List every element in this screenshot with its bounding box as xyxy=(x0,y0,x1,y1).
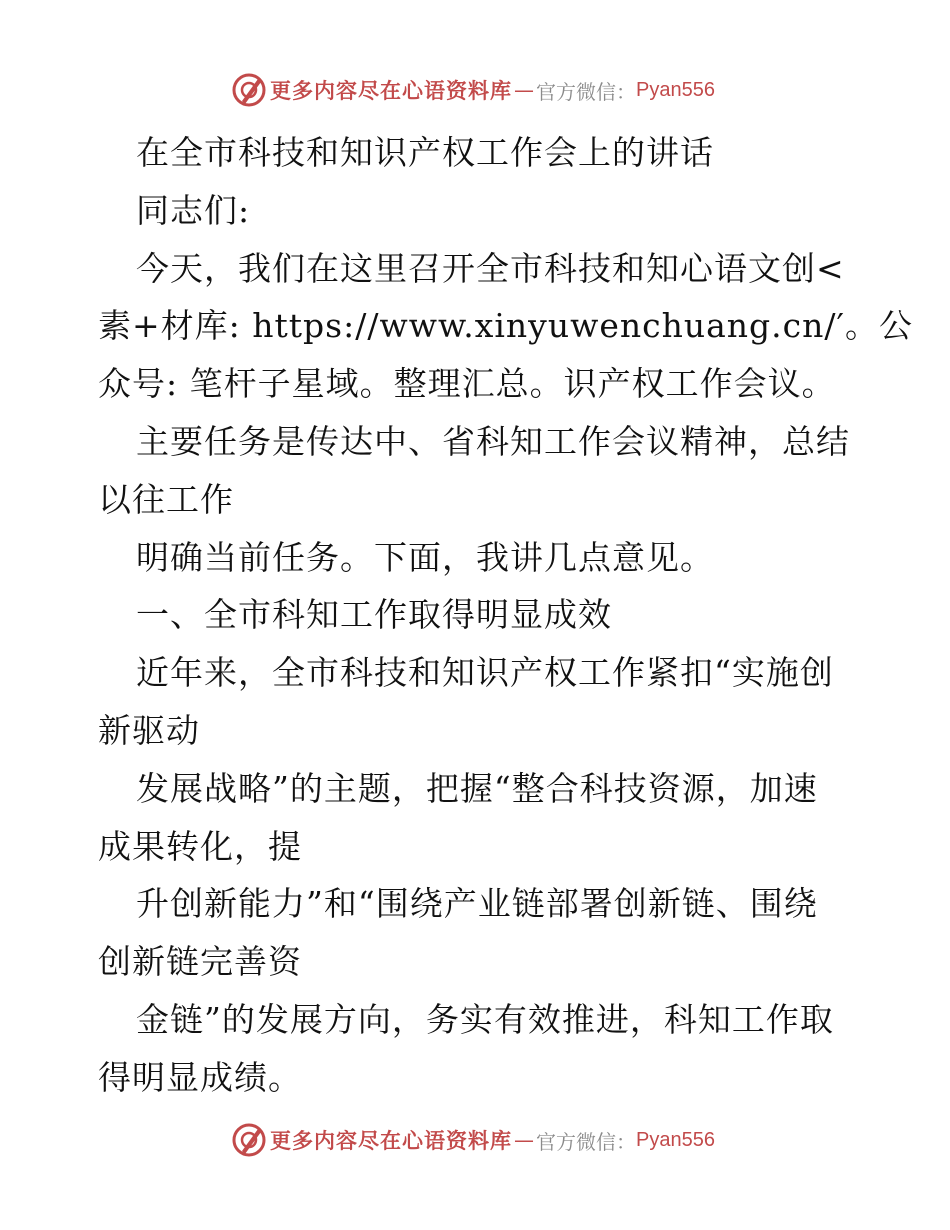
paragraph-line: 素+材库: https://www.xinyuwenchuang.cn/′。公 xyxy=(98,306,913,346)
header-banner xyxy=(232,72,715,108)
paragraph-line: 成果转化，提 xyxy=(98,826,302,866)
paragraph-line: 以往工作 xyxy=(98,479,234,519)
document-title: 在全市科技和知识产权工作会上的讲话 xyxy=(136,133,714,172)
banner-main-text: 更多内容尽在心语资料库 xyxy=(270,1128,512,1153)
paragraph-line: 众号: 笔杆子星域。整理汇总。识产权工作会议。 xyxy=(98,364,836,404)
paragraph-line: 近年来，全市科技和知识产权工作紧扣“实施创 xyxy=(136,653,834,693)
banner-main-text: 更多内容尽在心语资料库 xyxy=(270,78,512,103)
paragraph-line: 升创新能力”和“围绕产业链部署创新链、围绕 xyxy=(136,884,818,924)
logo-icon xyxy=(232,73,266,107)
banner-dash: — xyxy=(514,1128,534,1152)
banner-label: 官方微信： xyxy=(536,1129,636,1154)
paragraph-line: 主要任务是传达中、省科知工作会议精神，总结 xyxy=(136,421,850,461)
salutation: 同志们: xyxy=(136,190,251,230)
banner-wechat-id: Pyan556 xyxy=(636,78,715,101)
paragraph-line: 新驱动 xyxy=(98,710,200,750)
section-heading: 一、全市科知工作取得明显成效 xyxy=(136,595,612,635)
paragraph-line: 得明显成绩。 xyxy=(98,1057,302,1097)
logo-icon xyxy=(232,1123,266,1157)
paragraph-line: 金链”的发展方向，务实有效推进，科知工作取 xyxy=(136,999,834,1039)
paragraph-line: 明确当前任务。下面，我讲几点意见。 xyxy=(136,537,714,577)
banner-wechat-id: Pyan556 xyxy=(636,1128,715,1151)
banner-label: 官方微信： xyxy=(536,79,636,104)
paragraph-line: 发展战略”的主题，把握“整合科技资源，加速 xyxy=(136,768,818,808)
document-body xyxy=(98,124,913,1107)
paragraph-line: 创新链完善资 xyxy=(98,942,302,982)
banner-dash: — xyxy=(514,78,534,102)
footer-banner xyxy=(232,1122,715,1158)
paragraph-line: 今天，我们在这里召开全市科技和知心语文创< xyxy=(136,248,845,288)
